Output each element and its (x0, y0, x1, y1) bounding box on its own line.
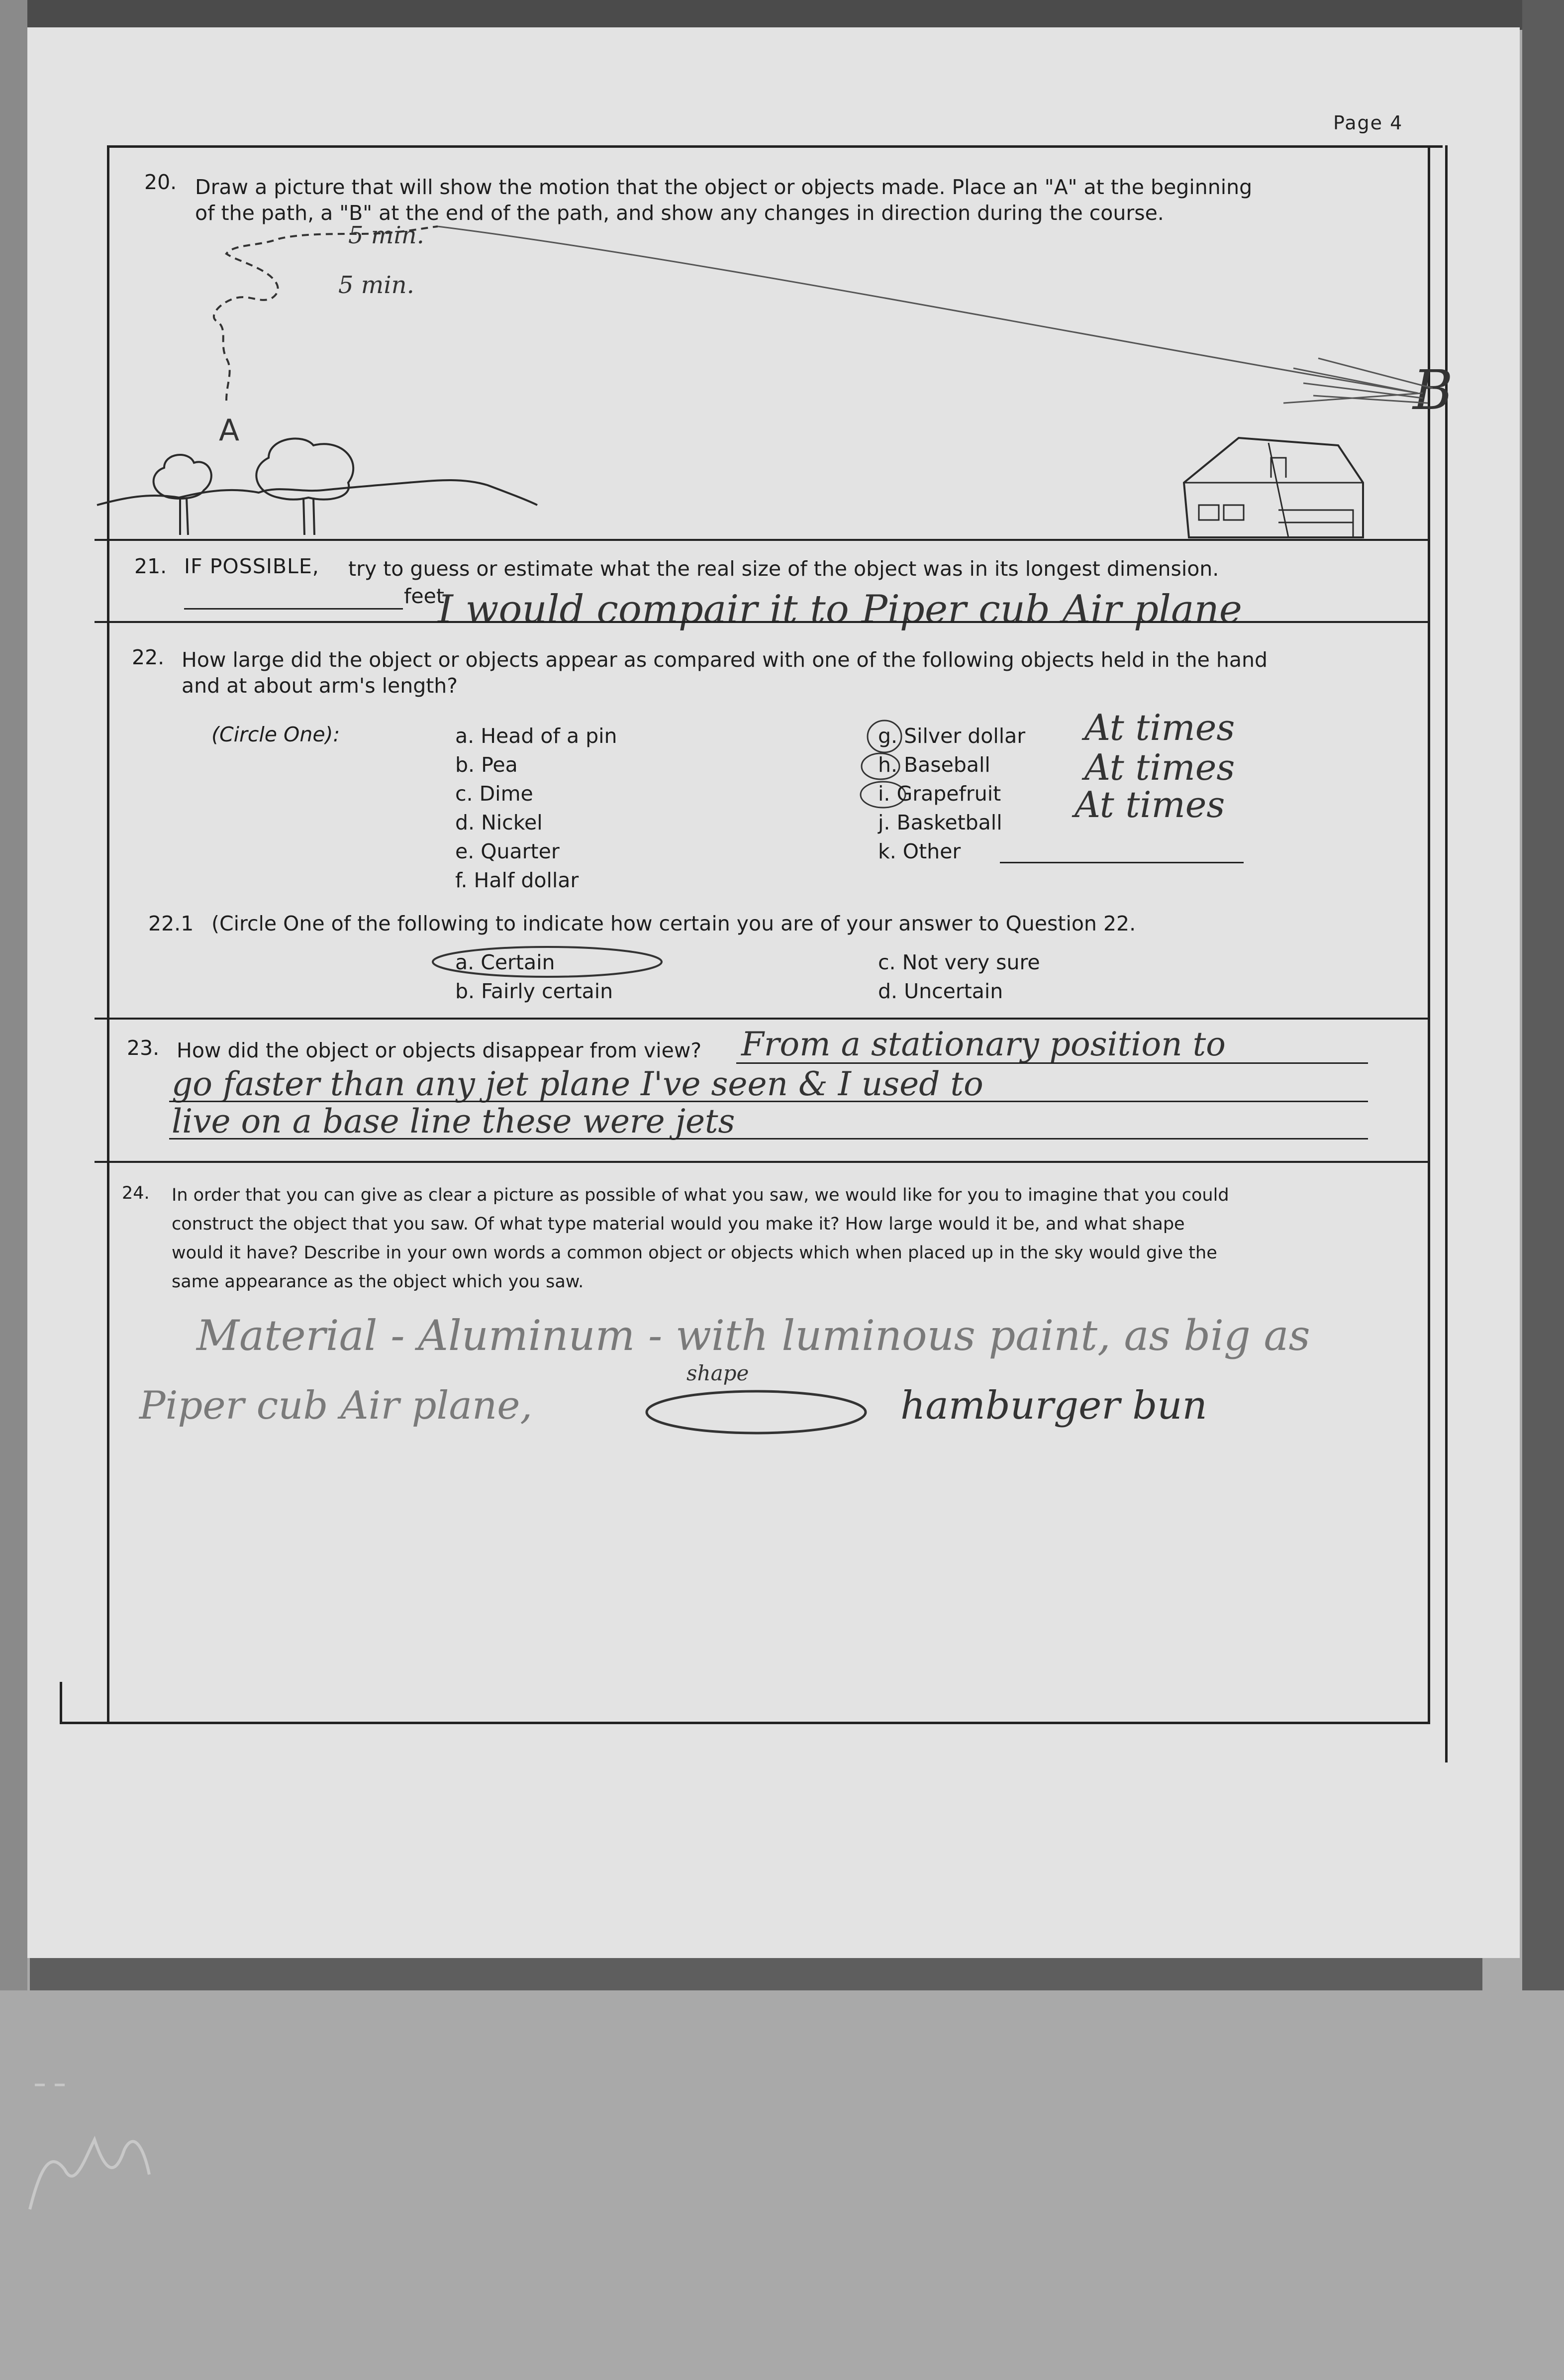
q21-unit: feet. (404, 584, 451, 608)
margin-scribble (0, 1961, 199, 2259)
q23-answer-rule-3 (169, 1138, 1368, 1139)
q24-text-line2: construct the object that you saw. Of what type material would you make it? How large would it be, and what shape (172, 1214, 1185, 1234)
q22-option-h[interactable]: h. Baseball (878, 753, 990, 777)
q24-answer-line3: hamburger bun (900, 1383, 1207, 1428)
q22-1-option-d[interactable]: d. Uncertain (878, 979, 1003, 1003)
q22-1-option-b[interactable]: b. Fairly certain (455, 979, 613, 1003)
q24-shape-label: shape (686, 1361, 749, 1385)
q22-option-g[interactable]: g. Silver dollar (878, 724, 1026, 748)
q24-number: 24. (122, 1183, 150, 1203)
q22-text-line1: How large did the object or objects appear as compared with one of the following objects held in the hand (182, 648, 1268, 672)
q24-answer-line1: Material - Aluminum - with luminous paint, as big as (196, 1311, 1310, 1360)
q22-option-i[interactable]: i. Grapefruit (878, 782, 1001, 806)
q21-text: try to guess or estimate what the real size of the object was in its longest dimension. (348, 557, 1219, 581)
page-number: Page 4 (1333, 112, 1403, 134)
q23-answer-line1: From a stationary position to (741, 1025, 1226, 1063)
q22-hand-note-1: At times (1084, 707, 1235, 748)
q24-answer-line2: Piper cub Air plane, (139, 1383, 533, 1428)
q23-answer-line2: go faster than any jet plane I've seen & I used to (172, 1065, 983, 1103)
q21-lead: IF POSSIBLE, (184, 554, 319, 578)
q22-option-d[interactable]: d. Nickel (455, 811, 543, 834)
q22-text-line2: and at about arm's length? (182, 674, 458, 698)
q23-answer-rule-1 (736, 1062, 1368, 1064)
q24-text-line1: In order that you can give as clear a picture as possible of what you saw, we would like for you to imagine that you could (172, 1185, 1229, 1205)
q22-option-b[interactable]: b. Pea (455, 753, 518, 777)
q20-hand-note-1: 5 min. (348, 221, 424, 249)
divider-q20-q21 (95, 539, 1428, 541)
q20-text-line1: Draw a picture that will show the motion that the object or objects made. Place an "A" at the beginning (195, 175, 1253, 199)
q23-number: 23. (127, 1036, 160, 1060)
divider-q21-q22 (95, 621, 1428, 623)
q22-option-f[interactable]: f. Half dollar (455, 868, 579, 892)
q22-option-k[interactable]: k. Other (878, 839, 961, 863)
q22-option-j[interactable]: j. Basketball (878, 811, 1002, 834)
q22-number: 22. (132, 645, 165, 669)
q20-number: 20. (144, 170, 177, 194)
q21-number: 21. (134, 554, 167, 578)
q21-size-blank[interactable] (184, 608, 403, 610)
q20-text-line2: of the path, a "B" at the end of the path, and show any changes in direction during the course. (195, 201, 1164, 225)
q23-text: How did the object or objects disappear from view? (177, 1038, 702, 1062)
q20-end-mark: B (1413, 358, 1453, 422)
q24-text-line3: would it have? Describe in your own words a common object or objects which when placed up in the sky would give the (172, 1243, 1217, 1263)
q24-text-line4: same appearance as the object which you saw. (172, 1272, 584, 1292)
q20-hand-note-2: 5 min. (338, 271, 414, 299)
q22-1-option-a[interactable]: a. Certain (455, 950, 555, 974)
q23-answer-line3: live on a base line these were jets (172, 1102, 735, 1140)
divider-q23-q24 (95, 1161, 1428, 1163)
q22-option-e[interactable]: e. Quarter (455, 839, 560, 863)
q22-other-blank[interactable] (1000, 862, 1244, 863)
q22-1-number: 22.1 (148, 912, 194, 935)
q22-option-a[interactable]: a. Head of a pin (455, 724, 617, 748)
q20-start-mark: A (219, 413, 240, 448)
q22-1-text: (Circle One of the following to indicate how certain you are of your answer to Question 22. (211, 912, 1136, 935)
q22-hand-note-2: At times (1084, 746, 1235, 788)
divider-q22-q23 (95, 1018, 1428, 1020)
q22-1-option-c[interactable]: c. Not very sure (878, 950, 1040, 974)
q22-option-c[interactable]: c. Dime (455, 782, 533, 806)
q22-instruction: (Circle One): (211, 723, 340, 746)
q21-answer: I would compair it to Piper cub Air plane (438, 587, 1242, 632)
q22-hand-note-3: At times (1075, 784, 1225, 826)
